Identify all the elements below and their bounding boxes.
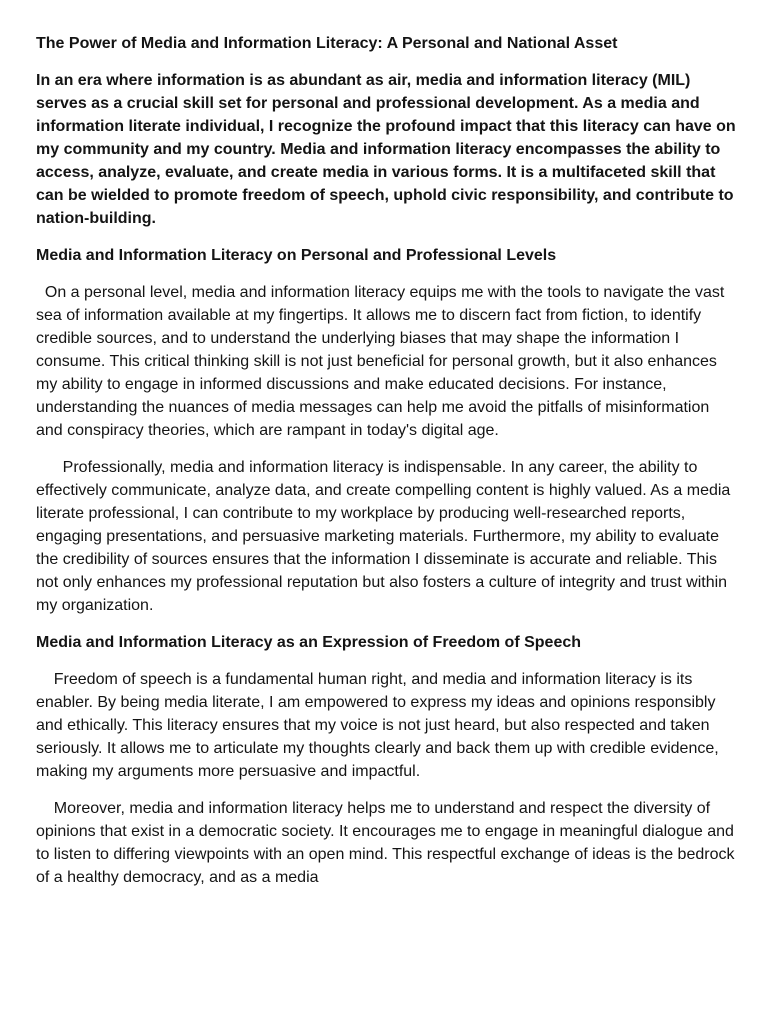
body-paragraph: Professionally, media and information literacy is indispensable. In any career, the ability to effectively communicate, analyze data, and create compelling content is highly valued. As a media literate professional, I can contribute to my workplace by producing well-researched reports, engaging presentations, and persuasive marketing materials. Furthermore, my ability to evaluate the credibility of sources ensures that the information I disseminate is accurate and reliable. This not only enhances my professional reputation but also fosters a culture of integrity and trust within my organization.	[36, 459, 735, 614]
body-paragraph: Moreover, media and information literacy helps me to understand and respect the diversity of opinions that exist in a democratic society. It encourages me to engage in meaningful dialogue and to listen to differing viewpoints with an open mind. This respectful exchange of ideas is the bedrock of a healthy democracy, and as a media	[36, 800, 739, 886]
intro-paragraph: In an era where information is as abundant as air, media and information literacy (MIL) serves as a crucial skill set for personal and professional development. As a media and information literate individual, I recognize the profound impact that this literacy can have on my community and my country. Media and information literacy encompasses the ability to access, analyze, evaluate, and create media in various forms. It is a multifaceted skill that can be wielded to promote freedom of speech, uphold civic responsibility, and contribute to nation-building.	[36, 72, 736, 227]
document-page	[36, 32, 739, 903]
section-heading: Media and Information Literacy on Personal and Professional Levels	[36, 247, 557, 264]
document-title: The Power of Media and Information Literacy: A Personal and National Asset	[36, 35, 618, 52]
section-freedom-of-speech	[36, 631, 739, 889]
section-heading: Media and Information Literacy as an Expression of Freedom of Speech	[36, 634, 582, 651]
section-personal-professional	[36, 244, 736, 617]
body-paragraph: Freedom of speech is a fundamental human right, and media and information literacy is its enabler. By being media literate, I am empowered to express my ideas and opinions responsibly and ethically. This literacy ensures that my voice is not just heard, but also respected and taken seriously. It allows me to articulate my thoughts clearly and back them up with credible evidence, making my arguments more persuasive and impactful.	[36, 671, 724, 780]
body-paragraph: On a personal level, media and information literacy equips me with the tools to navigate the vast sea of information available at my fingertips. It allows me to discern fact from fiction, to identify credible sources, and to understand the underlying biases that may shape the information I consume. This critical thinking skill is not just beneficial for personal growth, but it also enhances my ability to engage in informed discussions and make educated decisions. For instance, understanding the nuances of media messages can help me avoid the pitfalls of misinformation and conspiracy theories, which are rampant in today's digital age.	[36, 284, 729, 439]
